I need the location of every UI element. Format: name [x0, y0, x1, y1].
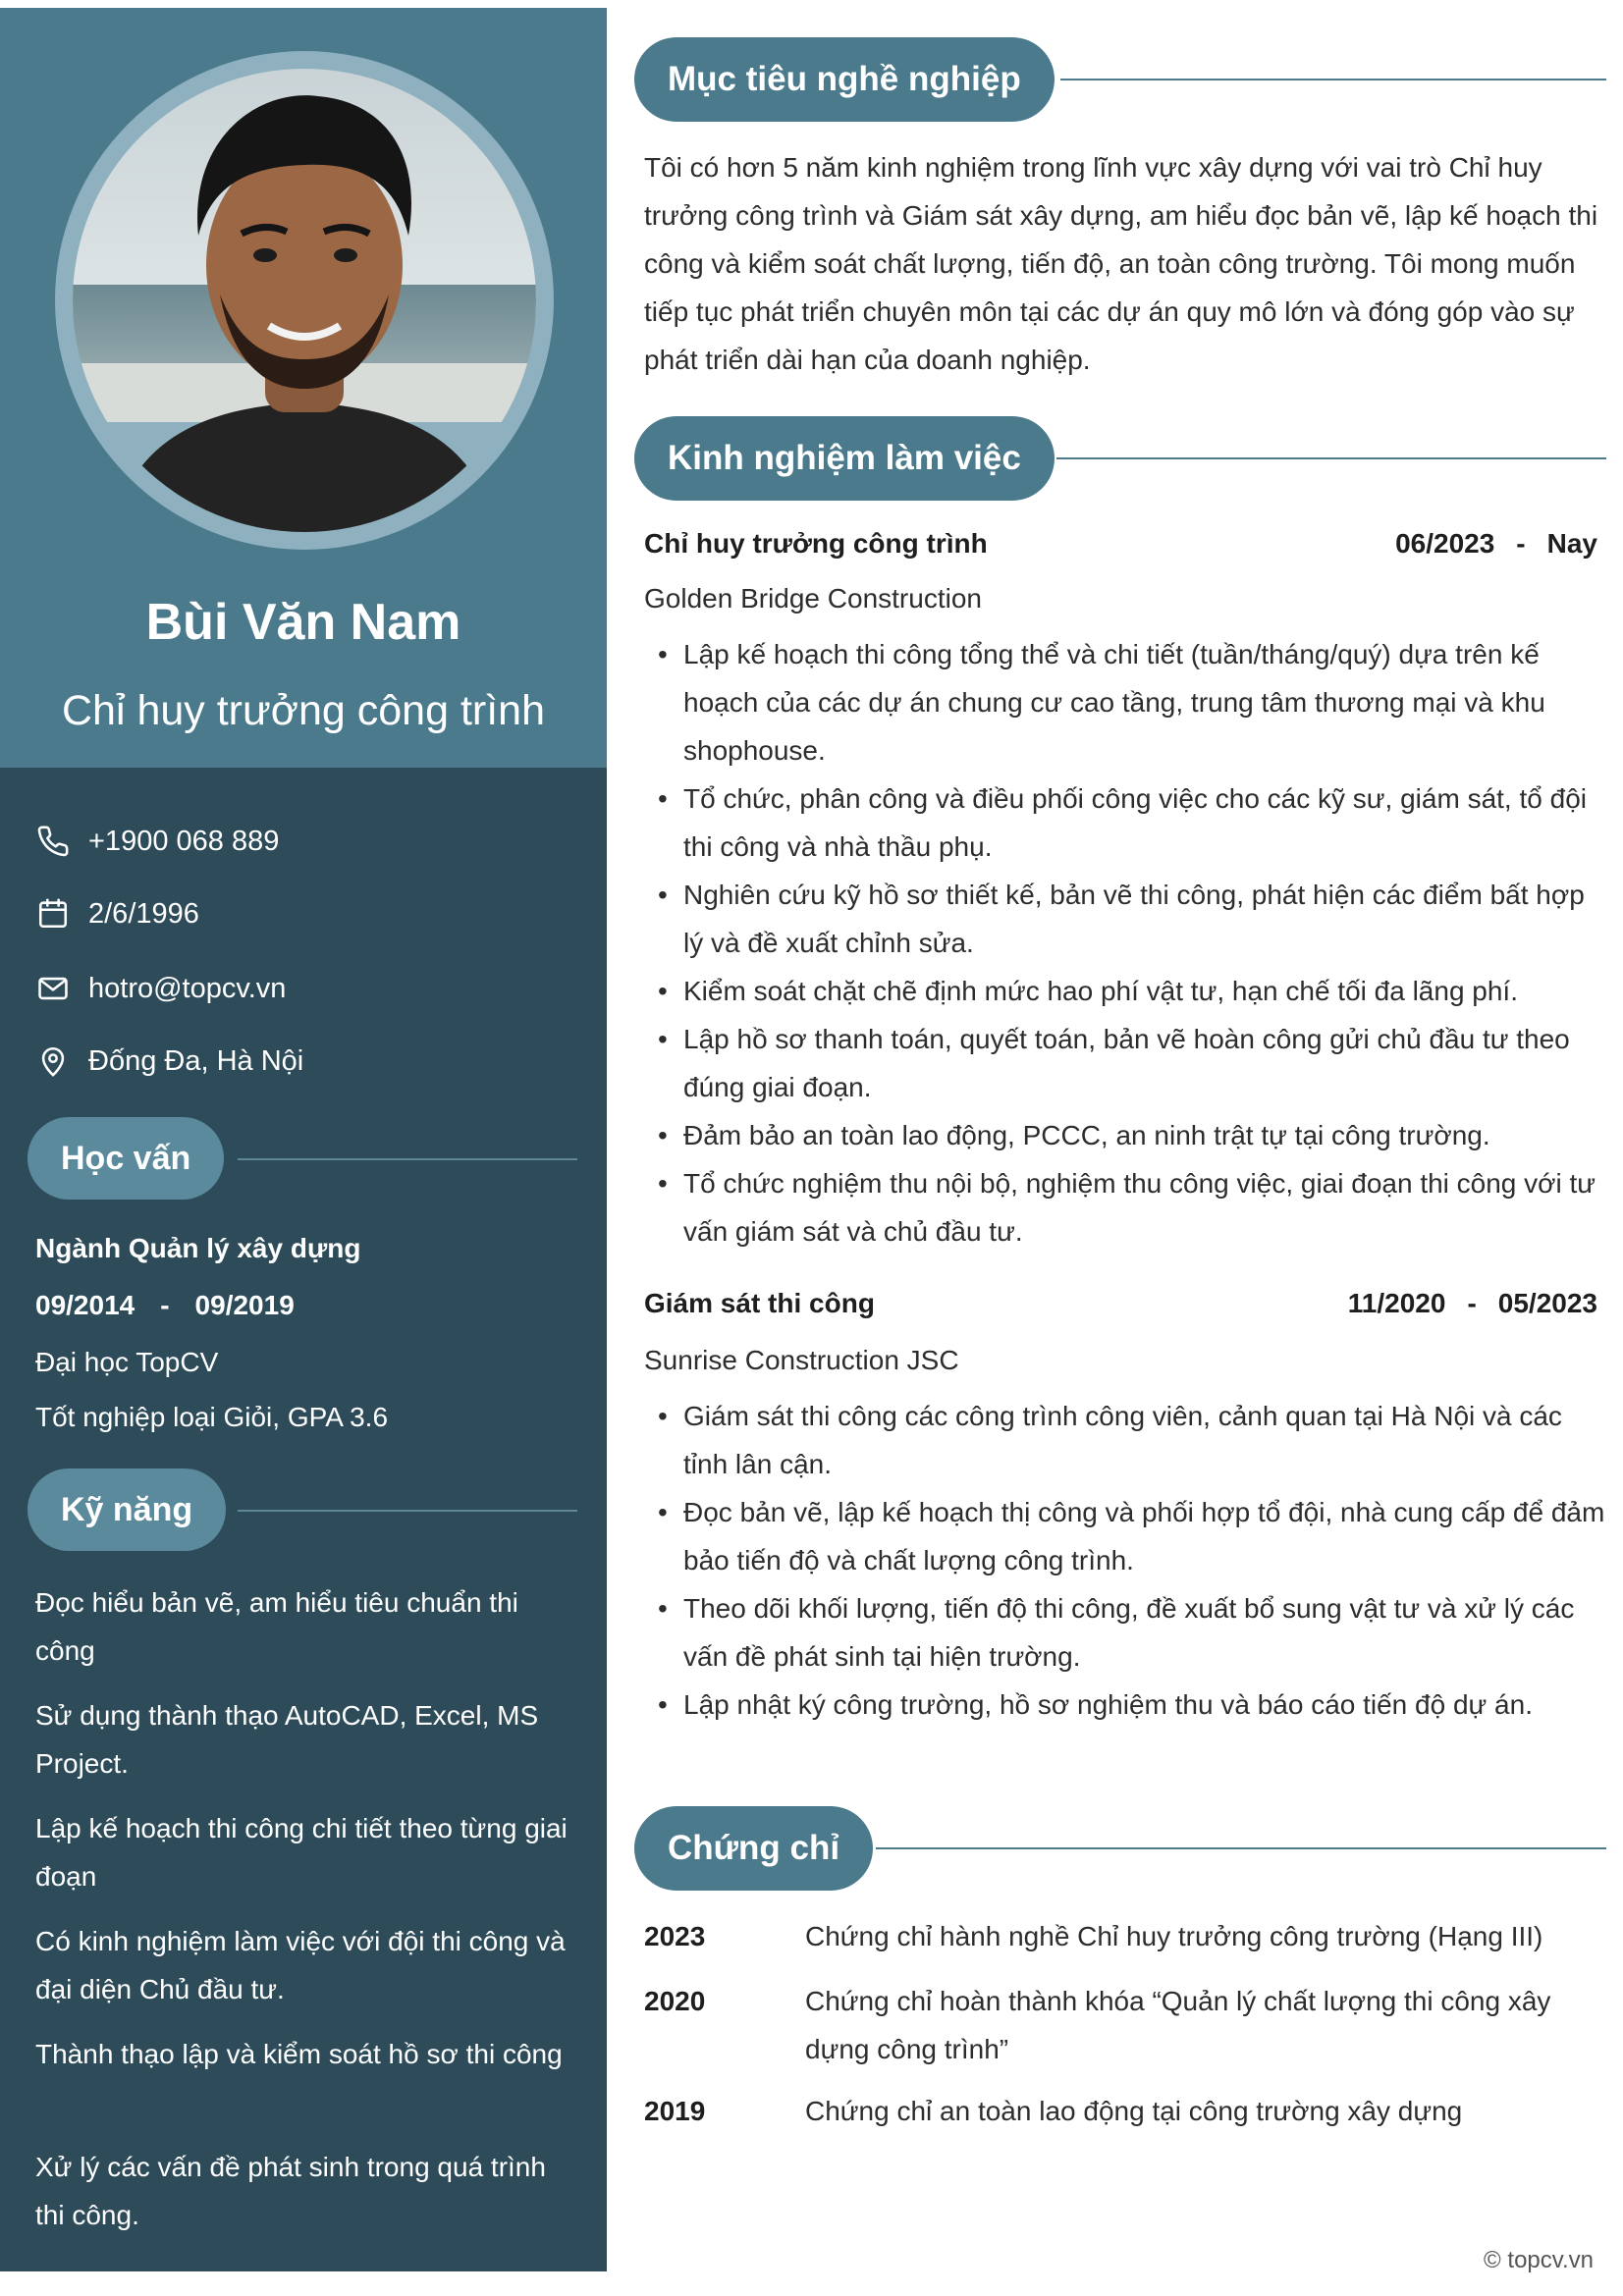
address-text: Đống Đa, Hà Nội	[88, 1044, 304, 1077]
job-dash: -	[1516, 528, 1526, 559]
job-title: Giám sát thi công	[644, 1288, 875, 1318]
objective-text: Tôi có hơn 5 năm kinh nghiệm trong lĩnh vực xây dựng với vai trò Chỉ huy trưởng công trình và Giám sát xây dựng, am hiểu đọc bản vẽ, lập kế hoạch thi công và kiểm soát chất lượng, tiến độ, an toàn công trường. Tôi mong muốn tiếp tục phát triển chuyên môn tại các dự án quy mô lớn và đóng góp vào sự phát triển dài hạn của doanh nghiệp.	[644, 152, 1598, 375]
education-major: Ngành Quản lý xây dựng	[35, 1233, 361, 1263]
avatar	[73, 69, 536, 532]
job-bullet: • Lập kế hoạch thi công tổng thể và chi tiết (tuần/tháng/quý) dựa trên kế hoạch của các dự án chung cư cao tầng, trung tâm thương mại và khu shophouse.	[658, 630, 1610, 774]
job-company: Golden Bridge Construction	[644, 583, 982, 614]
sidebar	[0, 8, 607, 2271]
education-result: Tốt nghiệp loại Giỏi, GPA 3.6	[35, 1402, 389, 1432]
education-school: Đại học TopCV	[35, 1347, 219, 1377]
certificate-year: 2019	[644, 2096, 706, 2126]
avatar-frame	[55, 51, 554, 550]
skill-item: Thành thạo lập và kiểm soát hồ sơ thi công	[35, 2039, 563, 2069]
education-dash: -	[160, 1290, 170, 1320]
job-period	[1395, 528, 1597, 560]
contact-address	[35, 1037, 585, 1086]
skill-item: Xử lý các vấn đề phát sinh trong quá trình thi công.	[35, 2152, 546, 2230]
mail-icon	[35, 971, 71, 1006]
job-start: 06/2023	[1395, 528, 1495, 559]
phone-icon	[35, 824, 71, 859]
contact-phone	[35, 817, 585, 866]
certificate-year: 2020	[644, 1986, 706, 2016]
calendar-icon	[35, 896, 71, 932]
job-bullet: • Giám sát thi công các công trình công viên, cảnh quan tại Hà Nội và các tỉnh lân cận.	[658, 1392, 1610, 1488]
candidate-name: Bùi Văn Nam	[145, 594, 461, 651]
job-title: Chỉ huy trưởng công trình	[644, 528, 988, 559]
education-period	[35, 1290, 295, 1321]
job-start: 11/2020	[1347, 1288, 1446, 1318]
certificate-row	[644, 1912, 1606, 1960]
certificate-name: Chứng chỉ hành nghề Chỉ huy trưởng công trường (Hạng III)	[805, 1921, 1543, 1951]
job-bullet: • Lập nhật ký công trường, hồ sơ nghiệm thu và báo cáo tiến độ dự án.	[658, 1681, 1610, 1729]
certificate-row	[644, 1977, 1606, 2073]
experience-heading-line	[1056, 457, 1606, 459]
certificate-year: 2023	[644, 1921, 706, 1951]
job-bullet: • Kiểm soát chặt chẽ định mức hao phí vật tư, hạn chế tối đa lãng phí.	[658, 967, 1610, 1015]
education-end: 09/2019	[194, 1290, 295, 1320]
job-bullets	[658, 630, 1610, 1255]
email-text: hotro@topcv.vn	[88, 972, 287, 1004]
skill-item: Lập kế hoạch thi công chi tiết theo từng giai đoạn	[35, 1813, 568, 1892]
avatar-photo	[73, 69, 536, 532]
certificates-heading-line	[876, 1847, 1606, 1849]
contact-birthday	[35, 889, 585, 938]
job-company: Sunrise Construction JSC	[644, 1345, 959, 1375]
skills-heading: Kỹ năng	[27, 1468, 226, 1551]
skill-item: Có kinh nghiệm làm việc với đội thi công và đại diện Chủ đầu tư.	[35, 1926, 566, 2004]
job-bullets	[658, 1392, 1610, 1729]
job-bullet: • Nghiên cứu kỹ hồ sơ thiết kế, bản vẽ thi công, phát hiện các điểm bất hợp lý và đề xuất chỉnh sửa.	[658, 871, 1610, 967]
job-end: 05/2023	[1497, 1288, 1597, 1318]
job-period	[1348, 1288, 1597, 1319]
certificate-name: Chứng chỉ an toàn lao động tại công trường xây dựng	[805, 2096, 1463, 2126]
skills-heading-line	[238, 1510, 577, 1512]
education-heading-line	[238, 1158, 577, 1160]
skill-item: Đọc hiểu bản vẽ, am hiểu tiêu chuẩn thi công	[35, 1587, 518, 1666]
job-bullet: • Theo dõi khối lượng, tiến độ thi công, đề xuất bổ sung vật tư và xử lý các vấn đề phát sinh tại hiện trường.	[658, 1584, 1610, 1681]
objective-heading-line	[1060, 79, 1606, 80]
education-start: 09/2014	[35, 1290, 135, 1320]
footer-brand[interactable]: © topcv.vn	[1484, 2247, 1594, 2273]
contact-email	[35, 964, 585, 1013]
experience-heading: Kinh nghiệm làm việc	[634, 416, 1055, 501]
candidate-role: Chỉ huy trưởng công trình	[61, 687, 545, 734]
phone-text: +1900 068 889	[88, 825, 280, 857]
job-bullet: • Đảm bảo an toàn lao động, PCCC, an ninh trật tự tại công trường.	[658, 1111, 1610, 1159]
education-heading: Học vấn	[27, 1117, 224, 1200]
birthday-text: 2/6/1996	[88, 897, 199, 930]
job-bullet: • Đọc bản vẽ, lập kế hoạch thị công và phối hợp tổ đội, nhà cung cấp để đảm bảo tiến độ và chất lượng công trình.	[658, 1488, 1610, 1584]
certificates-heading: Chứng chỉ	[634, 1806, 873, 1891]
job-bullet: • Tổ chức, phân công và điều phối công việc cho các kỹ sư, giám sát, tổ đội thi công và nhà thầu phụ.	[658, 774, 1610, 871]
job-bullet: • Lập hồ sơ thanh toán, quyết toán, bản vẽ hoàn công gửi chủ đầu tư theo đúng giai đoạn.	[658, 1015, 1610, 1111]
job-dash: -	[1467, 1288, 1477, 1318]
skill-item: Sử dụng thành thạo AutoCAD, Excel, MS Project.	[35, 1700, 539, 1779]
certificate-row	[644, 2087, 1606, 2135]
objective-heading: Mục tiêu nghề nghiệp	[634, 37, 1055, 122]
certificate-name: Chứng chỉ hoàn thành khóa “Quản lý chất lượng thi công xây dựng công trình”	[805, 1986, 1551, 2064]
job-bullet: • Tổ chức nghiệm thu nội bộ, nghiệm thu công việc, giai đoạn thi công với tư vấn giám sát và chủ đầu tư.	[658, 1159, 1610, 1255]
location-pin-icon	[35, 1043, 71, 1079]
job-end: Nay	[1546, 528, 1597, 559]
